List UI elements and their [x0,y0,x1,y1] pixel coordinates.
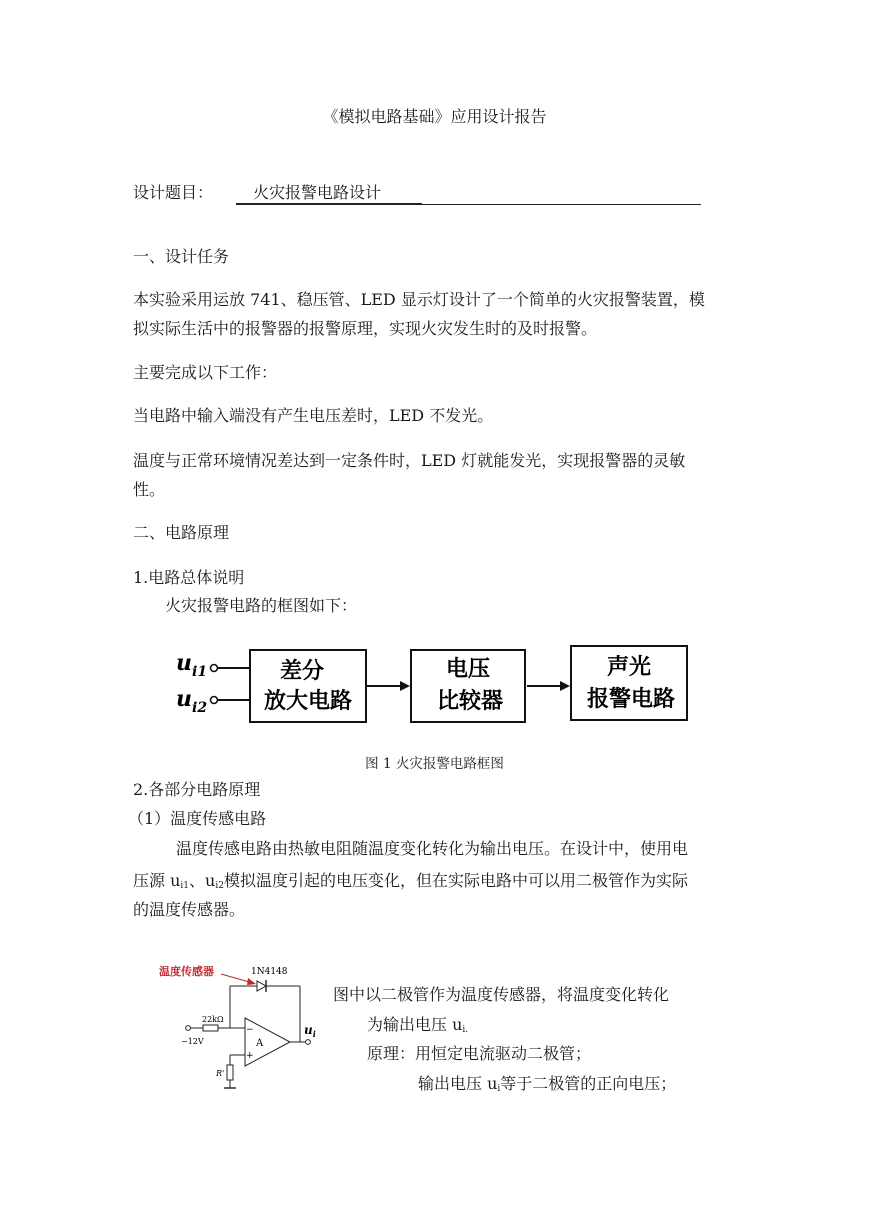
opamp-minus: − [246,1025,254,1035]
input2-terminal [211,697,218,704]
section1-item1: 当电路中输入端没有产生电压差时，LED 不发光。 [133,406,494,425]
block-alarm-line1: 声光 [606,654,652,680]
section2-2-1-line1: 温度传感电路由热敏电阻随温度变化转化为输出电压。在设计中，使用电 [176,839,689,858]
input-u1-label: $u_{i1}$ [176,650,208,680]
topic-underline-thin [422,204,701,205]
page-title: 《模拟电路基础》应用设计报告 [322,107,547,126]
resistor-label: 22kΩ [202,1015,224,1024]
diode-label: 1N4148 [251,967,288,977]
block-comparator-line2: 比较器 [436,688,504,714]
section2-2-heading: 2.各部分电路原理 [133,780,261,799]
section1-para1-line1: 本实验采用运放 741、稳压管、LED 显示灯设计了一个简单的火灾报警装置，模 [133,290,705,309]
diode-triangle [257,981,266,991]
section1-item2-line2: 性。 [133,480,166,499]
topic-underline-thick [236,203,422,205]
section2-2-1-line3: 的温度传感器。 [133,900,246,919]
block-comparator-line1: 电压 [445,656,491,682]
section2-heading: 二、电路原理 [133,523,230,542]
output-terminal [306,1040,311,1045]
topic-label: 设计题目： [133,183,214,202]
block-diff-amp-line2: 放大电路 [263,688,353,714]
figure2-text-line2: 为输出电压 $u_{i.}$ [367,1015,469,1035]
input1-terminal [211,665,218,672]
figure2-text-line3: 原理：用恒定电流驱动二极管； [367,1044,592,1063]
input-terminal [186,1026,191,1031]
figure1-caption: 图 1 火灾报警电路框图 [365,756,504,772]
input-u2-label: $u_{i2}$ [176,686,208,716]
resistor-22k [203,1025,218,1031]
rprime-label: R' [216,1069,225,1078]
output-label: $u_i$ [304,1023,316,1039]
section2-2-1-line2: 压源 $u_{i1}$、$u_{i2}$模拟温度引起的电压变化，但在实际电路中可以用二极管作为实际 [133,871,688,891]
opamp-label: A [256,1038,264,1049]
resistor-rprime [227,1065,233,1080]
block-diagram [170,640,700,730]
section1-item2-line1: 温度与正常环境情况差达到一定条件时，LED 灯就能发光，实现报警器的灵敏 [133,451,686,470]
section1-main-work: 主要完成以下工作： [133,363,278,382]
arrow-1-head [400,681,410,691]
voltage-label: −12V [181,1037,204,1046]
section2-1-text: 火灾报警电路的框图如下： [165,596,358,615]
block-diff-amp-line1: 差分 [279,658,325,684]
block-alarm-line2: 报警电路 [586,686,676,712]
figure2-text-line4: 输出电压 $u_i$等于二极管的正向电压； [418,1074,677,1094]
topic-value: 火灾报警电路设计 [253,183,382,202]
opamp-plus: + [246,1051,254,1061]
figure2-text-line1: 图中以二极管作为温度传感器，将温度变化转化 [333,985,670,1004]
sensor-circuit-diagram [155,958,330,1098]
arrow-2-head [560,681,570,691]
section1-para1-line2: 拟实际生活中的报警器的报警原理，实现火灾发生时的及时报警。 [133,319,598,338]
sensor-label: 温度传感器 [159,965,214,978]
section2-1-heading: 1.电路总体说明 [133,568,245,587]
section1-heading: 一、设计任务 [133,247,230,266]
sensor-pointer-head [247,978,256,985]
section2-2-1-heading: （1）温度传感电路 [128,809,267,828]
